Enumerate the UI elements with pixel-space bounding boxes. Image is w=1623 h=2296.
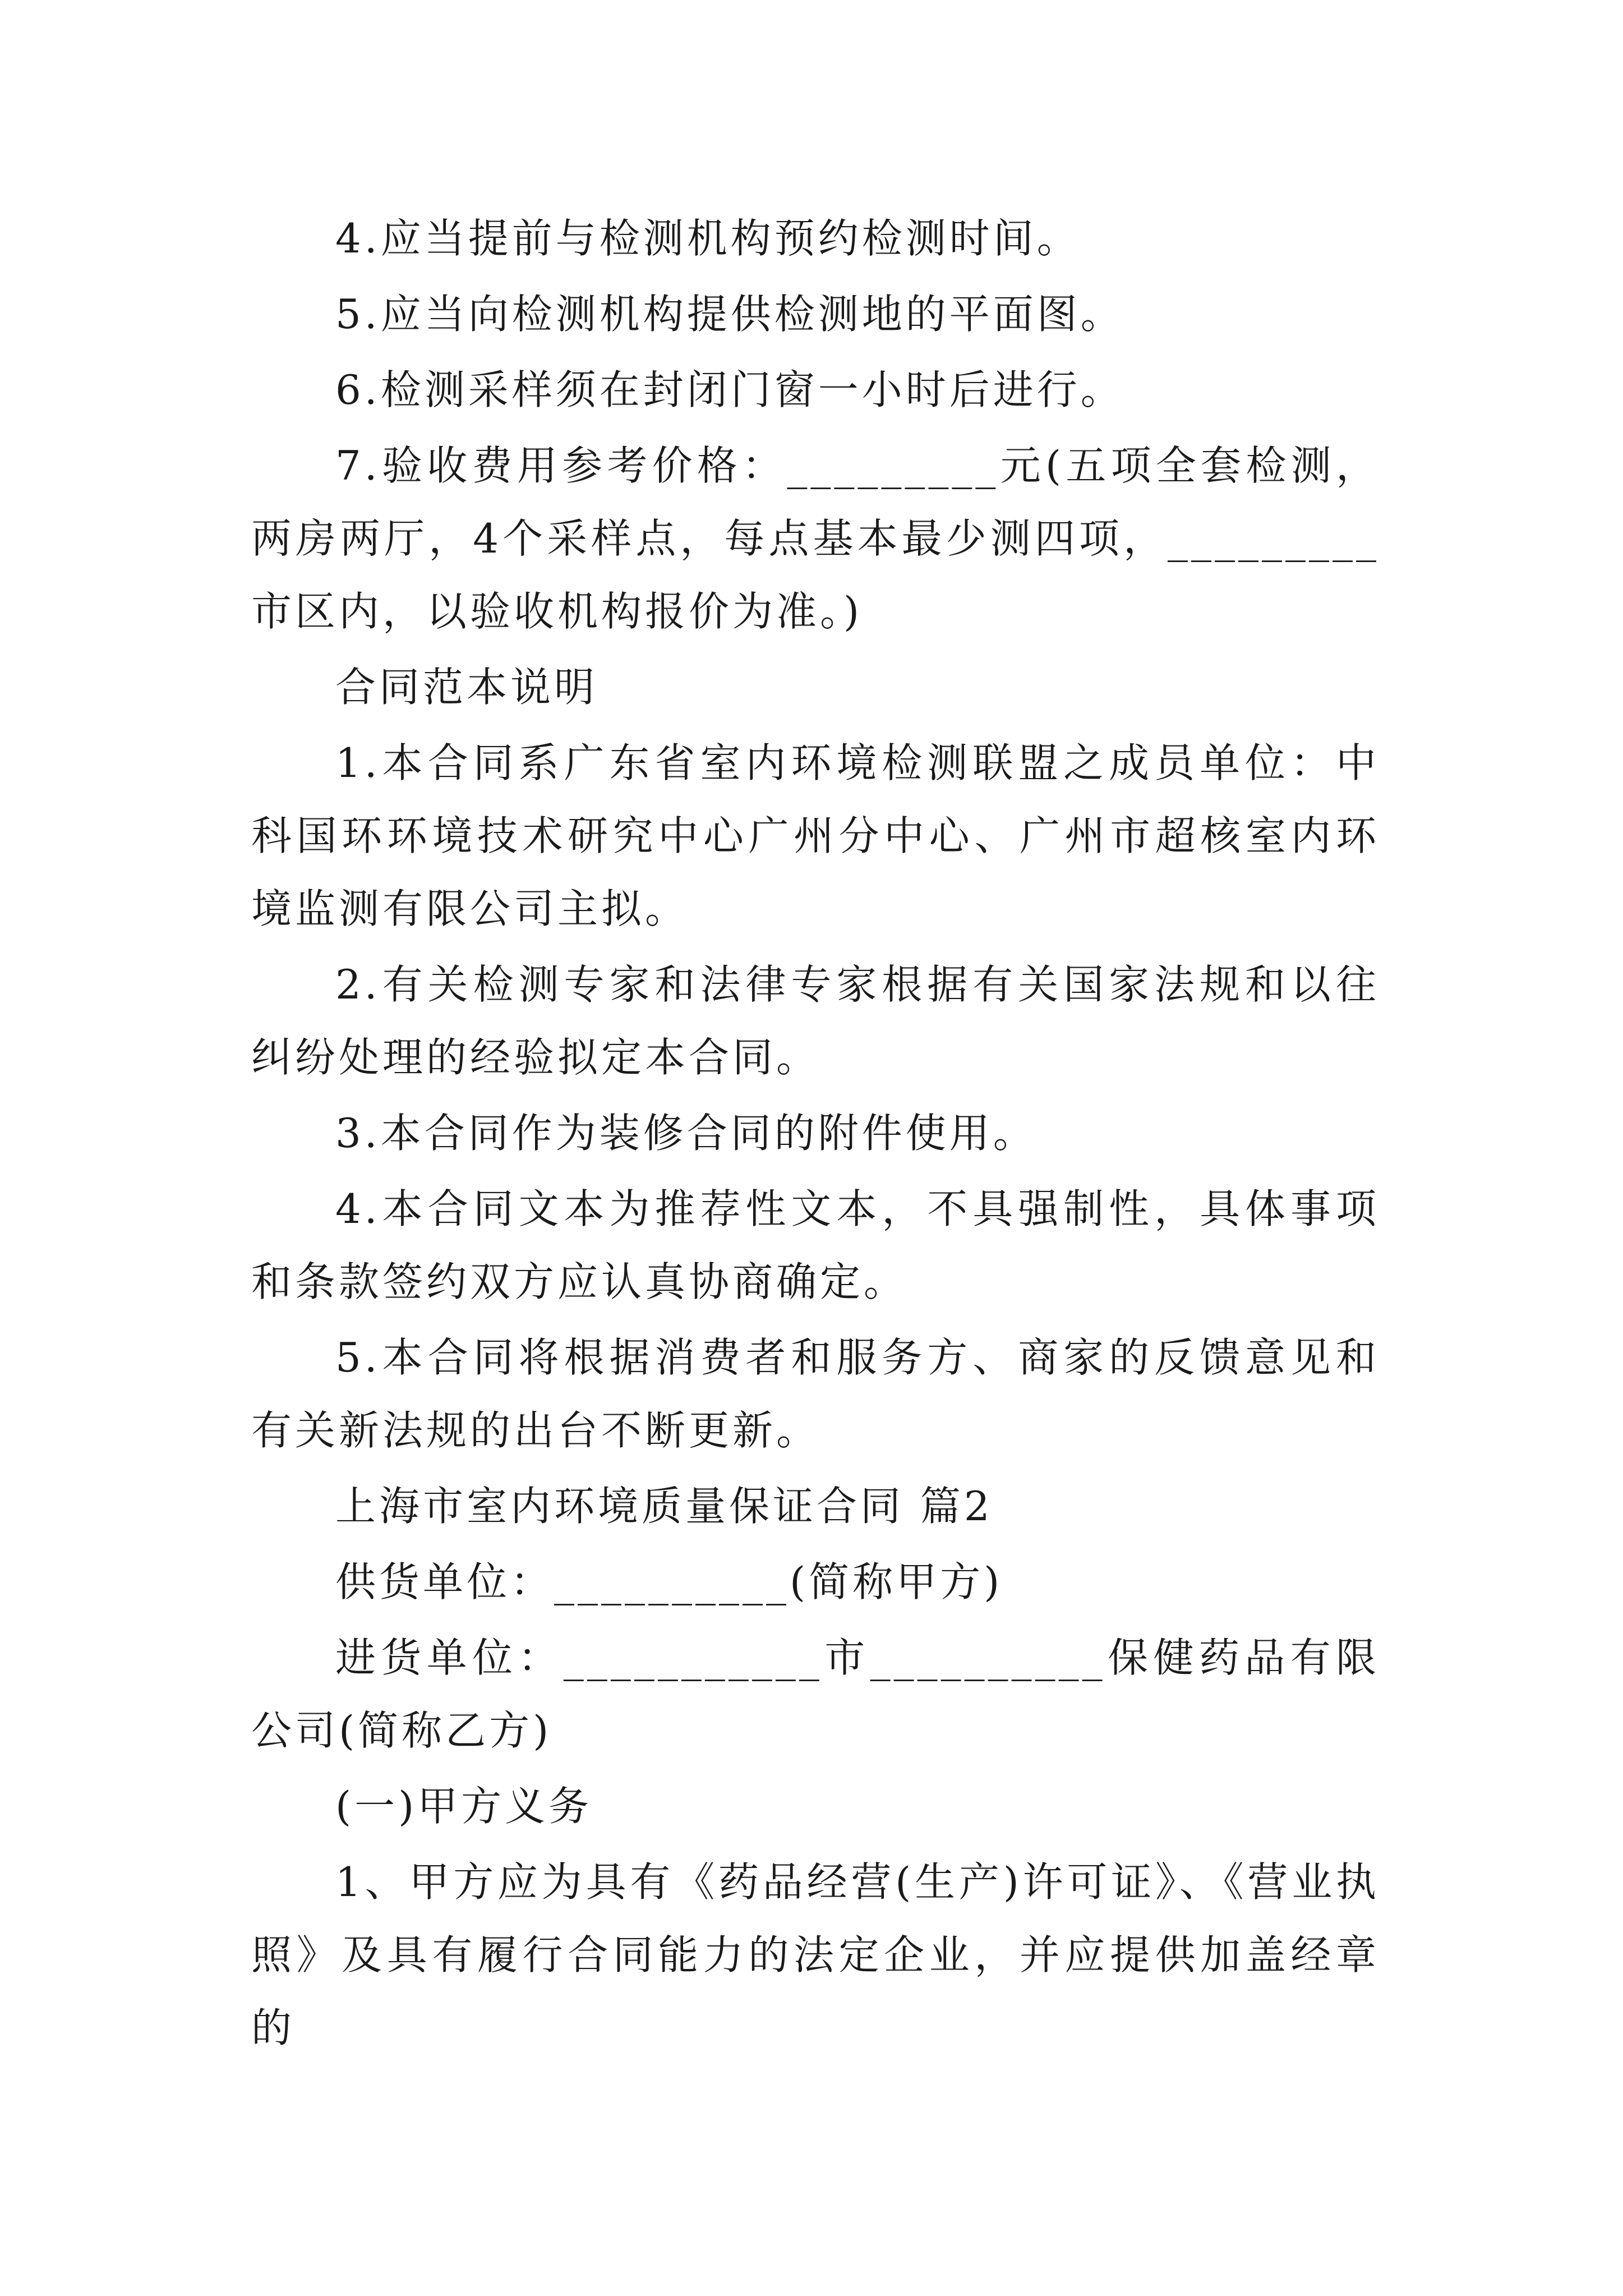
paragraph-purchaser: 进货单位：___________市__________保健药品有限公司(简称乙方) bbox=[251, 1634, 1380, 1754]
paragraph-note-3: 3.本合同作为装修合同的附件使用。 bbox=[335, 1110, 1037, 1157]
section-heading-contract-2: 上海市室内环境质量保证合同 篇2 bbox=[335, 1483, 993, 1530]
paragraph-item-4-appointment: 4.应当提前与检测机构预约检测时间。 bbox=[335, 215, 1081, 262]
paragraph-note-5: 5.本合同将根据消费者和服务方、商家的反馈意见和有关新法规的出台不断更新。 bbox=[251, 1334, 1380, 1454]
paragraph-item-7-fee: 7.验收费用参考价格：_________元(五项全套检测，两房两厅，4个采样点，每点基本最少测四项，_________市区内，以验收机构报价为准。) bbox=[251, 442, 1380, 635]
paragraph-note-4: 4.本合同文本为推荐性文本，不具强制性，具体事项和条款签约双方应认真协商确定。 bbox=[251, 1185, 1380, 1305]
section-heading-party-a-obligations: (一)甲方义务 bbox=[335, 1783, 593, 1830]
document-page bbox=[251, 202, 1380, 2064]
section-heading-contract-notes: 合同范本说明 bbox=[335, 664, 598, 711]
paragraph-obligation-1: 1、甲方应为具有《药品经营(生产)许可证》、《营业执照》及具有履行合同能力的法定企业，并应提供加盖经章的 bbox=[251, 1858, 1380, 2051]
paragraph-item-5-floor-plan: 5.应当向检测机构提供检测地的平面图。 bbox=[335, 291, 1124, 338]
paragraph-note-1: 1.本合同系广东省室内环境检测联盟之成员单位：中科国环环境技术研究中心广州分中心、广州市超核室内环境监测有限公司主拟。 bbox=[251, 739, 1380, 932]
paragraph-item-6-sampling: 6.检测采样须在封闭门窗一小时后进行。 bbox=[335, 366, 1124, 413]
paragraph-supplier: 供货单位：__________(简称甲方) bbox=[335, 1558, 1003, 1605]
paragraph-note-2: 2.有关检测专家和法律专家根据有关国家法规和以往纠纷处理的经验拟定本合同。 bbox=[251, 961, 1380, 1081]
